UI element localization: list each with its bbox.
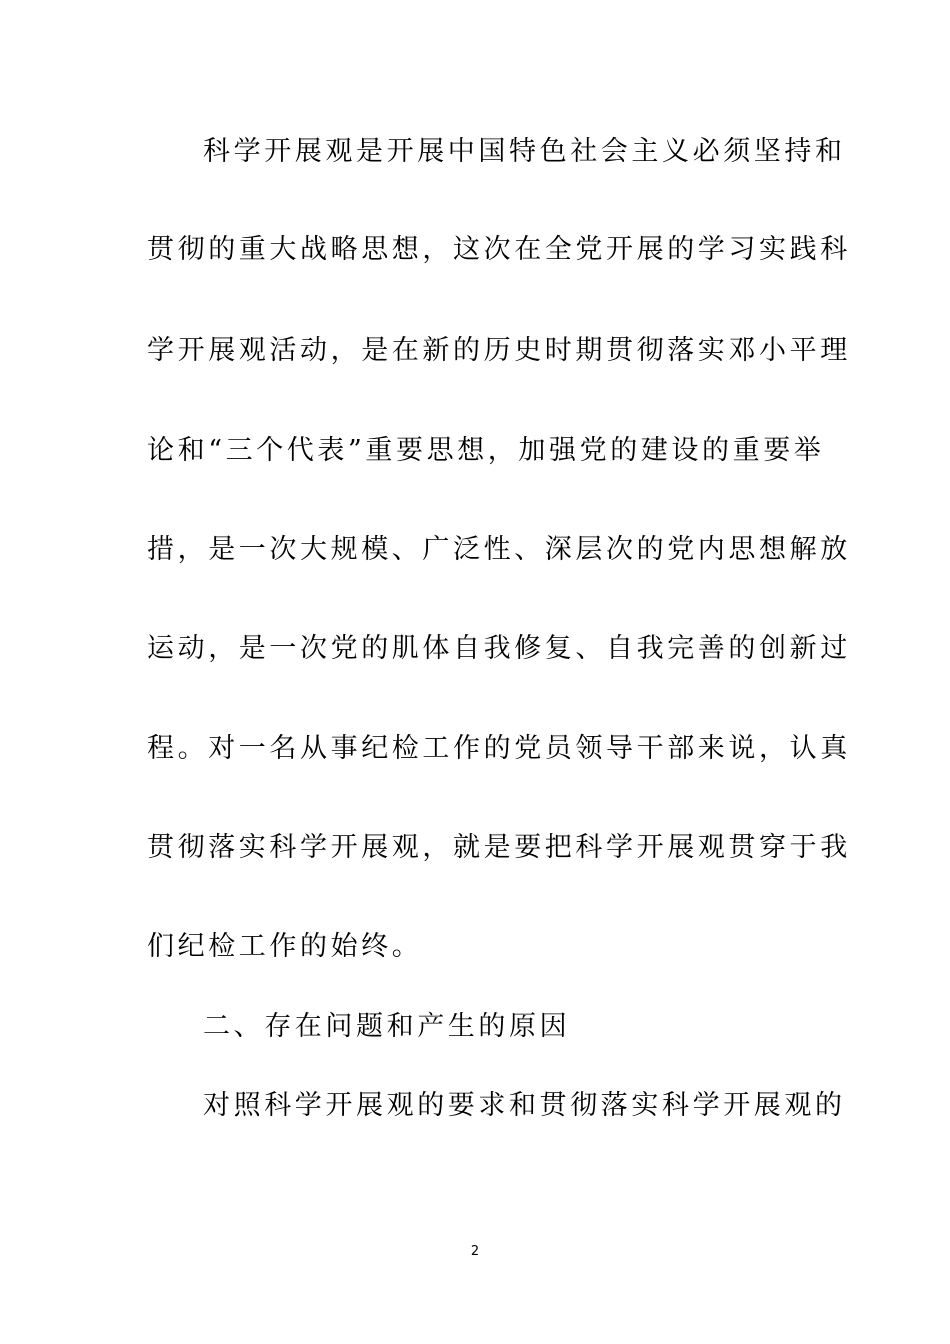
- paragraph-1-line-1: 科学开展观是开展中国特色社会主义必须坚持和: [203, 136, 846, 167]
- paragraph-1-line-2: 贯彻的重大战略思想，这次在全党开展的学习实践科: [147, 234, 851, 265]
- paragraph-1-line-3: 学开展观活动，是在新的历史时期贯彻落实邓小平理: [147, 335, 851, 366]
- paragraph-2-line-1: 对照科学开展观的要求和贯彻落实科学开展观的: [203, 1090, 846, 1121]
- paragraph-1-line-9: 们纪检工作的始终。: [147, 931, 423, 962]
- page-number: 2: [470, 1244, 480, 1259]
- paragraph-1-line-7: 程。对一名从事纪检工作的党员领导干部来说，认真: [147, 733, 851, 764]
- paragraph-1-line-5: 措，是一次大规模、广泛性、深层次的党内思想解放: [147, 534, 851, 565]
- paragraph-1-line-6: 运动，是一次党的肌体自我修复、自我完善的创新过: [147, 633, 851, 664]
- paragraph-1-line-8: 贯彻落实科学开展观，就是要把科学开展观贯穿于我: [147, 832, 851, 863]
- paragraph-1-line-4: 论和“三个代表”重要思想，加强党的建设的重要举: [147, 435, 825, 466]
- section-heading: 二、存在问题和产生的原因: [203, 1011, 571, 1042]
